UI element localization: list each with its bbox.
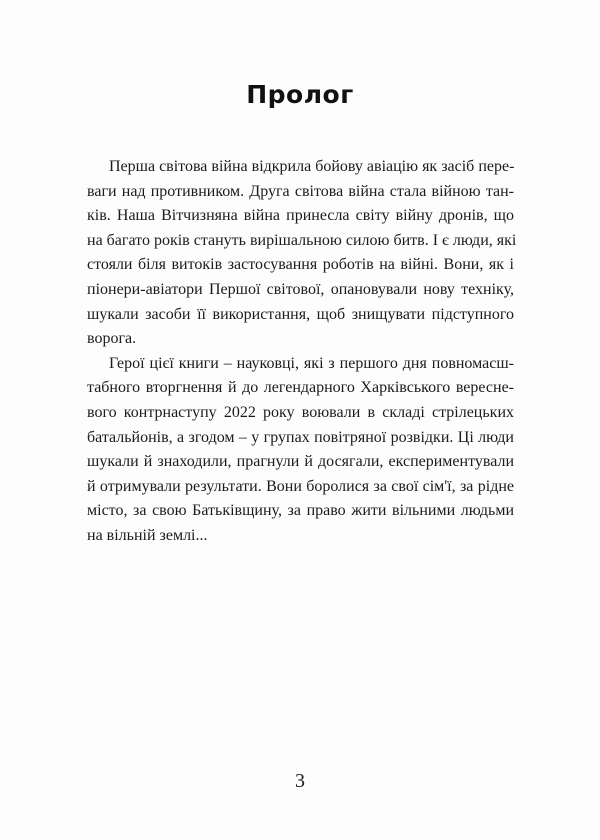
text-line: ваги над противником. Друга світова війна стала війною тан- [87,182,514,200]
page-number: 3 [295,770,305,792]
chapter-title: Пролог [246,80,354,109]
text-line: табного вторгнення й до легендарного Харківського вересне- [87,379,514,397]
text-line: Перша світова війна відкрила бойову авіацію як засіб пере- [109,158,515,175]
text-line: на багато років стануть вирішальною силою битв. І є люди, які [87,231,517,249]
text-line: батальйонів, а згодом – у групах повітряної розвідки. Ці люди [87,428,514,446]
text-line: шукали й знаходили, прагнули й досягали, експериментували [87,453,514,471]
body-text [87,155,517,549]
text-line: ворога. [87,330,137,348]
text-line: на вільній землі... [87,526,208,544]
text-line: місто, за свою Батьківщину, за право жити вільними людьми [87,502,514,520]
text-line: стояли біля витоків застосування роботів на війні. Вони, як і [87,256,514,274]
paragraph-1 [87,155,517,352]
text-line: піонери-авіатори Першої світової, опановували нову техніку, [87,280,514,298]
paragraph-2 [87,352,514,549]
text-line: Герої цієї книги – науковці, які з першого дня повномасш- [109,354,514,372]
text-line: вого контрнаступу 2022 року воювали в складі стрілецьких [87,403,514,421]
text-line: й отримували результати. Вони боролися за свої сім'ї, за рідне [87,477,514,495]
text-line: шукали засоби її використання, щоб знищувати підступного [87,305,514,323]
text-line: ків. Наша Вітчизняна війна принесла світу війну дронів, що [87,207,514,225]
